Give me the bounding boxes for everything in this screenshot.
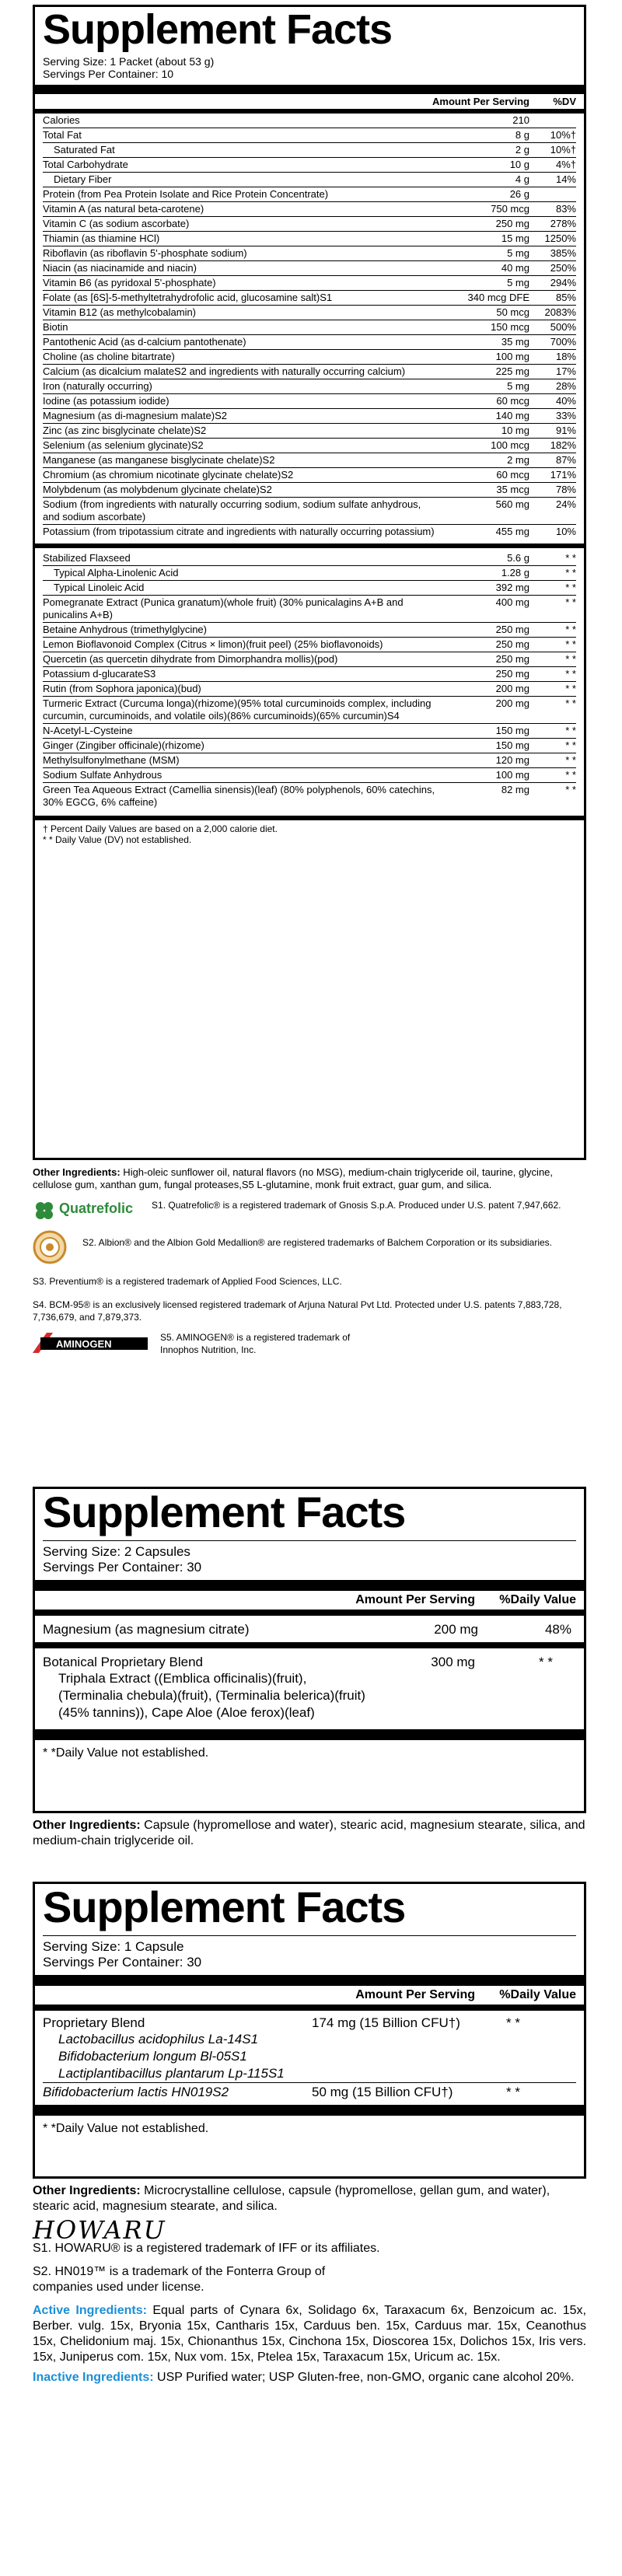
row-amount: 200 mg (495, 683, 529, 694)
row-dv: * * (565, 769, 576, 781)
dv-header-2: %Daily Value (499, 1593, 576, 1606)
serving-size-2: Serving Size: 2 Capsules (43, 1540, 576, 1560)
row-amount: 8 g (515, 129, 529, 141)
row-amount: 120 mg (495, 754, 529, 766)
row-name: Chromium (as chromium nicotinate glycinate chelate)S2 (43, 469, 294, 481)
table-row (43, 551, 576, 565)
row-dv: * * (565, 552, 576, 564)
row-dv: * * (565, 653, 576, 665)
row-amount: 455 mg (495, 526, 529, 537)
table-row (43, 408, 576, 423)
panel-1-title: Supplement Facts (43, 6, 393, 53)
row-name: Molybdenum (as molybdenum glycinate chelate)S2 (43, 484, 272, 495)
row-dv: 700% (550, 336, 576, 348)
table-row (43, 172, 576, 187)
servings-per-container: Servings Per Container: 10 (43, 68, 174, 80)
table-row (43, 423, 576, 438)
footnote-not-established: * * Daily Value (DV) not established. (43, 834, 192, 845)
row-amount: 250 mg (495, 653, 529, 665)
table-row (43, 201, 576, 216)
row-name: Riboflavin (as riboflavin 5'-phosphate sodium) (43, 247, 247, 259)
row-name: Vitamin B12 (as methylcobalamin) (43, 306, 197, 318)
column-header-2 (43, 1591, 576, 1610)
magnesium-row (43, 1616, 576, 1642)
botanical-blend-dv: * * (539, 1655, 553, 1669)
row-amount: 140 mg (495, 410, 529, 421)
quatrefolic-logo: Quatrefolic (59, 1201, 134, 1216)
column-header (43, 94, 576, 109)
row-dv: * * (565, 739, 576, 751)
footnote-p3: * *Daily Value not established. (43, 2122, 209, 2135)
clover-icon (33, 1199, 56, 1222)
row-name: Methylsulfonylmethane (MSM) (43, 754, 180, 766)
row-dv: 250% (550, 262, 576, 274)
row-dv: 10% (555, 526, 576, 537)
row-amount: 4 g (515, 173, 529, 185)
table-row (43, 157, 576, 172)
table-row (43, 275, 576, 290)
inactive-ingredients-text: USP Purified water; USP Gluten-free, non-GMO, organic cane alcohol 20%. (153, 2371, 575, 2384)
footnote-dv: † Percent Daily Values are based on a 2,000 calorie diet. (43, 823, 278, 834)
row-name: Saturated Fat (54, 144, 115, 156)
row-dv: 91% (555, 425, 576, 436)
row-dv: * * (565, 784, 576, 795)
table-row (43, 246, 576, 260)
dv-header-3: %Daily Value (499, 1988, 576, 2001)
table-row (43, 453, 576, 467)
row-amount: 250 mg (495, 668, 529, 680)
aminogen-logo-icon (33, 1331, 149, 1354)
row-name: Vitamin C (as sodium ascorbate) (43, 218, 190, 229)
row-name: Magnesium (as di-magnesium malate)S2 (43, 410, 227, 421)
thick-divider-2 (35, 544, 584, 548)
row-dv: * * (565, 582, 576, 593)
row-name: Rutin (from Sophora japonica)(bud) (43, 683, 201, 694)
bifidobacterium-lactis-row (43, 2082, 576, 2102)
footnote-p3-s2: S2. HN019™ is a trademark of the Fonterra Group of companies used under license. (33, 2265, 326, 2294)
table-row (43, 753, 576, 767)
row-dv: 294% (550, 277, 576, 288)
row-dv: 83% (555, 203, 576, 215)
other-ingredients-label-3: Other Ingredients: (33, 2184, 141, 2197)
thick-divider-p2c (35, 1729, 584, 1740)
row-name: Selenium (as selenium glycinate)S2 (43, 439, 204, 451)
row-name: Total Carbohydrate (43, 159, 128, 170)
row-dv: * * (565, 668, 576, 680)
albion-medallion-icon (33, 1230, 67, 1264)
thick-divider-p3 (35, 1975, 584, 1986)
row-dv: * * (565, 754, 576, 766)
row-name: Protein (from Pea Protein Isolate and Rice Protein Concentrate) (43, 188, 329, 200)
table-row (43, 349, 576, 364)
row-amount: 35 mcg (496, 484, 529, 495)
proprietary-blend-dv: * * (506, 2015, 520, 2030)
row-dv: 10%† (550, 144, 576, 156)
row-name: Folate (as [6S]-5-methyltetrahydrofolic acid, glucosamine salt)S1 (43, 292, 333, 303)
row-dv: 171% (550, 469, 576, 481)
row-amount: 340 mcg DFE (467, 292, 529, 303)
aminogen-row (33, 1331, 586, 1356)
table-row (43, 524, 576, 539)
panel-3-title: Supplement Facts (43, 1882, 406, 1931)
row-dv: * * (565, 567, 576, 578)
proprietary-blend-name: Proprietary Blend (43, 2015, 145, 2030)
row-name: Calcium (as dicalcium malateS2 and ingredients with naturally occurring calcium) (43, 365, 406, 377)
table-row (43, 379, 576, 393)
footnote-s2: S2. Albion® and the Albion Gold Medallion® are registered trademarks of Balchem Corporation or its subsidiaries. (82, 1237, 552, 1248)
table-row (43, 637, 576, 652)
row-amount: 250 mg (495, 218, 529, 229)
row-name: Quercetin (as quercetin dihydrate from Dimorphandra mollis)(pod) (43, 653, 338, 665)
supplement-facts-panel-3 (33, 1882, 586, 2179)
row-amount: 392 mg (495, 582, 529, 593)
table-row (43, 364, 576, 379)
row-dv: 500% (550, 321, 576, 333)
row-amount: 250 mg (495, 638, 529, 650)
row-amount: 560 mg (495, 498, 529, 510)
row-name: Green Tea Aqueous Extract (Camellia sinensis)(leaf) (80% polyphenols, 60% catechins, 30% EGCG, 6% caffeine) (43, 784, 435, 808)
row-dv: 278% (550, 218, 576, 229)
row-name: Zinc (as zinc bisglycinate chelate)S2 (43, 425, 207, 436)
magnesium-dv: 48% (544, 1622, 571, 1637)
row-dv: 385% (550, 247, 576, 259)
amount-per-serving-header: Amount Per Serving (432, 96, 529, 107)
footnote-s3: S3. Preventium® is a registered trademark of Applied Food Sciences, LLC. (33, 1276, 342, 1287)
strain-b: Bifidobacterium longum Bl-05S1 (58, 2049, 247, 2064)
row-amount: 750 mcg (491, 203, 529, 215)
table-row (43, 216, 576, 231)
row-amount: 100 mg (495, 769, 529, 781)
row-amount: 5 mg (507, 380, 529, 392)
row-amount: 35 mg (501, 336, 529, 348)
proprietary-blend-amount: 174 mg (15 Billion CFU†) (312, 2015, 460, 2030)
row-dv: * * (565, 697, 576, 709)
medium-divider-p2b (35, 1642, 584, 1648)
magnesium-name: Magnesium (as magnesium citrate) (43, 1622, 250, 1637)
row-dv: 182% (550, 439, 576, 451)
row-dv: 4%† (555, 159, 576, 170)
table-row (43, 767, 576, 782)
supplement-facts-panel-1 (33, 5, 586, 1160)
row-dv: 78% (555, 484, 576, 495)
panel-2-notes (33, 1818, 586, 1849)
row-amount: 1.28 g (501, 567, 529, 578)
row-amount: 10 g (509, 159, 529, 170)
row-amount: 100 mg (495, 351, 529, 362)
other-ingredients-text-2: Capsule (hypromellose and water), stearic acid, magnesium stearate, silica, and medium-chain triglyceride oil. (33, 1819, 585, 1847)
table-row (43, 393, 576, 408)
table-row (43, 565, 576, 580)
row-dv: 18% (555, 351, 576, 362)
row-dv: 87% (555, 454, 576, 466)
row-name: Manganese (as manganese bisglycinate chelate)S2 (43, 454, 275, 466)
footnote-s1: S1. Quatrefolic® is a registered trademark of Gnosis S.p.A. Produced under U.S. patent 7,947,662. (152, 1200, 561, 1211)
active-ingredients-text: Equal parts of Cynara 6x, Solidago 6x, Taraxacum 6x, Benzoicum ac. 15x, Berber. vulg. 15x, Bryonia 15x, Cantharis 15x, Carduus ben. 15x, Carduus mar. 15x, Ceanothus 15x, Chelidonium maj. 15x, Chionanthus 15x, Cinchona 15x, Dioscorea 15x, Dolichos 15x, Iris vers. 15x, Juniperus com. 15x, Nux vom. 15x, Ptelea 15x, Taraxacum 15x, Uricum ac. 15x. (33, 2304, 587, 2364)
row-amount: 200 mg (495, 697, 529, 709)
panel-3-notes (33, 2183, 586, 2386)
table-row (43, 622, 576, 637)
table-row (43, 497, 576, 524)
row-dv: 17% (555, 365, 576, 377)
table-row (43, 723, 576, 738)
row-amount: 40 mg (501, 262, 529, 274)
row-amount: 250 mg (495, 624, 529, 635)
medium-divider-p2 (35, 1610, 584, 1616)
thick-divider-p3b (35, 2105, 584, 2116)
table-row (43, 696, 576, 723)
row-dv: 24% (555, 498, 576, 510)
quatrefolic-row (33, 1199, 586, 1222)
thick-divider-3 (35, 816, 584, 820)
footnote-s4: S4. BCM-95® is an exclusively licensed registered trademark of Arjuna Natural Pvt Ltd. Protected under U.S. patents 7,883,728, 7,736,679, and 7,879,373. (33, 1299, 562, 1323)
other-ingredients-3 (33, 2183, 586, 2214)
table-row (43, 782, 576, 809)
row-name: Pantothenic Acid (as d-calcium pantothenate) (43, 336, 246, 348)
table-row (43, 231, 576, 246)
ingredient-table (43, 551, 576, 809)
row-amount: 26 g (509, 188, 529, 200)
row-amount: 10 mg (501, 425, 529, 436)
other-ingredients-label: Other Ingredients: (33, 1166, 121, 1178)
botanical-blend-name: Botanical Proprietary Blend (43, 1655, 204, 1669)
row-name: Turmeric Extract (Curcuma longa)(rhizome)(95% total curcuminoids complex, including curcumin, curcuminoids, and volatile oils)(86% curcuminoids)(65% curcumin)S4 (43, 697, 432, 722)
table-row (43, 482, 576, 497)
table-row (43, 580, 576, 595)
table-row (43, 128, 576, 142)
row-name: Typical Linoleic Acid (54, 582, 145, 593)
serving-size-3: Serving Size: 1 Capsule (43, 1935, 576, 1955)
row-amount: 15 mg (501, 232, 529, 244)
row-amount: 5 mg (507, 277, 529, 288)
footnote-s5: S5. AMINOGEN® is a registered trademark of Innophos Nutrition, Inc. (160, 1332, 351, 1355)
bifido-lactis-name: Bifidobacterium lactis HN019S2 (43, 2085, 229, 2099)
row-name: Total Fat (43, 129, 82, 141)
botanical-blend-sub: Triphala Extract ((Emblica officinalis)(fruit), (Terminalia chebula)(fruit), (Terminalia belerica)(fruit)(45% tannins)), Cape Aloe (Aloe ferox)(leaf) (58, 1671, 365, 1720)
row-amount: 82 mg (501, 784, 529, 795)
row-name: Sodium Sulfate Anhydrous (43, 769, 162, 781)
table-row (43, 595, 576, 622)
row-amount: 400 mg (495, 596, 529, 608)
row-name: Dietary Fiber (54, 173, 112, 185)
other-ingredients-label-2: Other Ingredients: (33, 1819, 141, 1832)
row-name: Biotin (43, 321, 68, 333)
row-name: Calories (43, 114, 80, 126)
bifido-lactis-dv: * * (506, 2085, 520, 2099)
row-dv: 28% (555, 380, 576, 392)
thick-divider-p2 (35, 1580, 584, 1591)
strain-a: Lactobacillus acidophilus La-14S1 (58, 2032, 259, 2046)
row-name: Stabilized Flaxseed (43, 552, 131, 564)
row-amount: 150 mcg (491, 321, 529, 333)
table-row (43, 738, 576, 753)
row-dv: 33% (555, 410, 576, 421)
howaru-logo: HOWARU (33, 2215, 166, 2245)
row-dv: 40% (555, 395, 576, 407)
table-row (43, 114, 576, 128)
dv-header: %DV (553, 96, 576, 107)
column-header-3 (43, 1986, 576, 2005)
table-row (43, 320, 576, 334)
proprietary-blend-row (43, 2011, 576, 2031)
bifido-lactis-amount: 50 mg (15 Billion CFU†) (312, 2085, 453, 2099)
row-amount: 5 mg (507, 247, 529, 259)
row-dv: 85% (555, 292, 576, 303)
servings-per-container-2: Servings Per Container: 30 (43, 1560, 202, 1575)
row-name: Pomegranate Extract (Punica granatum)(whole fruit) (30% punicalagins A+B and punicalins A+B) (43, 596, 404, 620)
amount-per-serving-header-3: Amount Per Serving (355, 1988, 475, 2001)
row-name: N-Acetyl-L-Cysteine (43, 725, 133, 736)
row-amount: 150 mg (495, 739, 529, 751)
row-name: Betaine Anhydrous (trimethylglycine) (43, 624, 207, 635)
row-amount: 100 mcg (491, 439, 529, 451)
row-amount: 2 g (515, 144, 529, 156)
medium-divider-p3 (35, 2005, 584, 2011)
row-amount: 225 mg (495, 365, 529, 377)
row-name: Ginger (Zingiber officinale)(rhizome) (43, 739, 204, 751)
row-dv: * * (565, 725, 576, 736)
supplement-facts-panel-2 (33, 1487, 586, 1813)
row-name: Sodium (from ingredients with naturally occurring sodium, sodium sulfate anhydrous, and sodium ascorbate) (43, 498, 421, 523)
row-name: Choline (as choline bitartrate) (43, 351, 175, 362)
inactive-ingredients (33, 2370, 586, 2386)
thick-divider (35, 85, 584, 94)
row-name: Potassium d-glucarateS3 (43, 668, 156, 680)
table-row (43, 652, 576, 666)
serving-size: Serving Size: 1 Packet (about 53 g) (43, 55, 215, 68)
magnesium-amount: 200 mg (434, 1622, 478, 1637)
row-dv: 14% (555, 173, 576, 185)
servings-per-container-3: Servings Per Container: 30 (43, 1955, 202, 1970)
table-row (43, 305, 576, 320)
row-amount: 50 mcg (496, 306, 529, 318)
row-dv: * * (565, 683, 576, 694)
row-amount: 210 (512, 114, 529, 126)
row-name: Vitamin B6 (as pyridoxal 5'-phosphate) (43, 277, 216, 288)
row-name: Iodine (as potassium iodide) (43, 395, 169, 407)
table-row (43, 334, 576, 349)
table-row (43, 681, 576, 696)
botanical-blend-amount: 300 mg (431, 1655, 475, 1669)
active-ingredients-label: Active Ingredients: (33, 2304, 147, 2317)
row-dv: * * (565, 624, 576, 635)
footnote-p3-s1: S1. HOWARU® is a registered trademark of IFF or its affiliates. (33, 2242, 380, 2255)
row-name: Typical Alpha-Linolenic Acid (54, 567, 179, 578)
row-name: Thiamin (as thiamine HCl) (43, 232, 160, 244)
other-ingredients-1 (33, 1166, 586, 1191)
row-dv: 1250% (544, 232, 576, 244)
other-ingredients-text-3: Microcrystalline cellulose, capsule (hypromellose, gellan gum, and water), stearic acid, magnesium stearate, and silica. (33, 2184, 550, 2213)
row-name: Lemon Bioflavonoid Complex (Citrus × limon)(fruit peel) (25% bioflavonoids) (43, 638, 383, 650)
other-ingredients-text: High-oleic sunflower oil, natural flavors (no MSG), medium-chain triglyceride oil, taurine, glycine, cellulose gum, xanthan gum, fungal proteases,S5 L-glutamine, monk fruit extract, guar gum, and silica. (33, 1166, 554, 1190)
row-name: Niacin (as niacinamide and niacin) (43, 262, 197, 274)
amount-per-serving-header-2: Amount Per Serving (355, 1593, 475, 1606)
table-row (43, 260, 576, 275)
table-row (43, 467, 576, 482)
nutrient-table (43, 114, 576, 539)
row-dv: 2083% (544, 306, 576, 318)
panel-2-title: Supplement Facts (43, 1487, 406, 1536)
table-row (43, 438, 576, 453)
row-amount: 150 mg (495, 725, 529, 736)
row-name: Potassium (from tripotassium citrate and ingredients with naturally occurring potassium) (43, 526, 435, 537)
row-name: Vitamin A (as natural beta-carotene) (43, 203, 204, 215)
row-amount: 60 mcg (496, 395, 529, 407)
botanical-blend-row (43, 1648, 576, 1670)
row-amount: 60 mcg (496, 469, 529, 481)
strain-c: Lactiplantibacillus plantarum Lp-115S1 (58, 2066, 285, 2081)
row-name: Iron (naturally occurring) (43, 380, 152, 392)
row-dv: * * (565, 596, 576, 608)
aminogen-logo-text: AMINOGEN (56, 1338, 112, 1350)
table-row (43, 666, 576, 681)
table-row (43, 142, 576, 157)
row-dv: * * (565, 638, 576, 650)
row-amount: 2 mg (507, 454, 529, 466)
table-row (43, 290, 576, 305)
row-amount: 5.6 g (507, 552, 529, 564)
albion-row (33, 1230, 586, 1264)
footnote-p2: * *Daily Value not established. (43, 1746, 209, 1760)
inactive-ingredients-label: Inactive Ingredients: (33, 2371, 154, 2384)
table-row (43, 187, 576, 201)
panel-1-notes (33, 1166, 586, 1356)
active-ingredients (33, 2303, 586, 2365)
row-dv: 10%† (550, 129, 576, 141)
